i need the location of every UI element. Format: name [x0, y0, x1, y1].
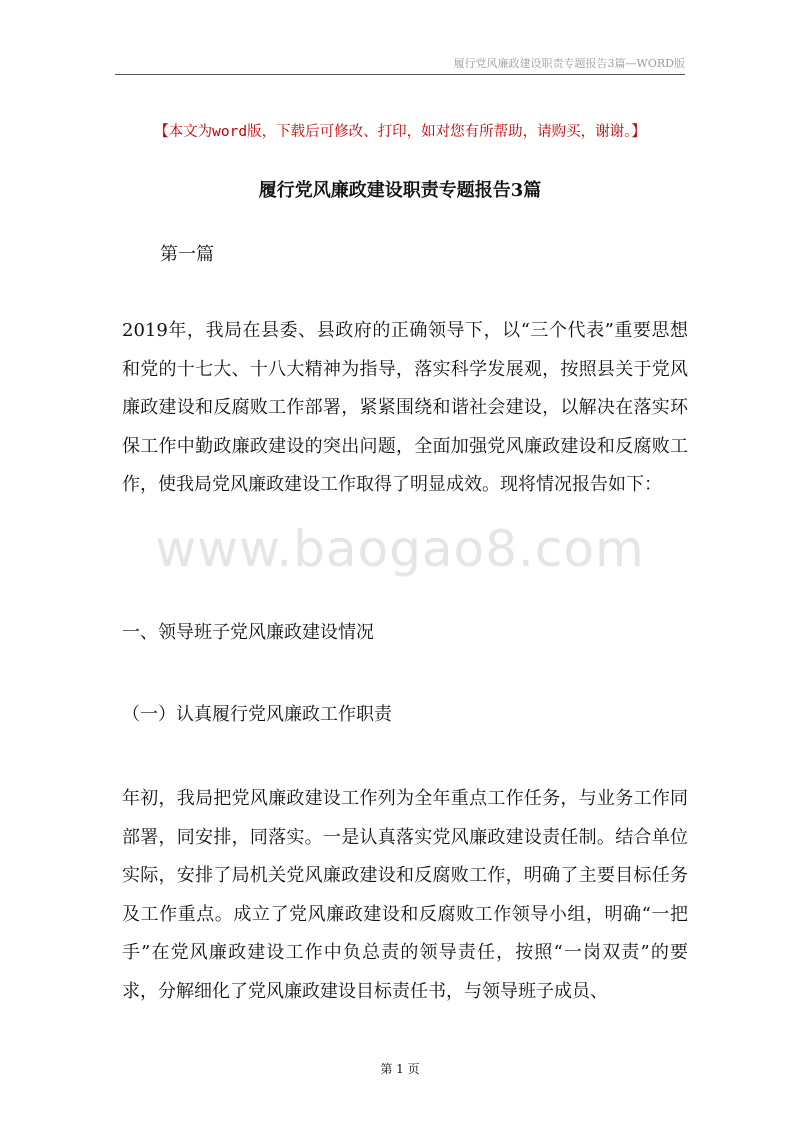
- running-header: 履行党风廉政建设职责专题报告3篇—WORD版: [453, 57, 685, 70]
- subsection-heading: （一）认真履行党风廉政工作职责: [122, 704, 392, 725]
- page-number: 第 1 页: [380, 1062, 420, 1076]
- body-paragraph: 2019年，我局在县委、县政府的正确领导下，以“三个代表”重要思想和党的十七大、十八大精神为指导，落实科学发展观，按照县关于党风廉政建设和反腐败工作部署，紧紧围绕和谐社会建设，以解决在落实环保工作中勤政廉政建设的突出问题，全面加强党风廉政建设和反腐败工作，使我局党风廉政建设工作取得了明显成效。现将情况报告如下：: [122, 320, 688, 495]
- section-heading: 一、领导班子党风廉政建设情况: [122, 622, 374, 643]
- section-label: 第一篇: [160, 244, 214, 265]
- header-divider: [115, 74, 685, 75]
- watermark: www.baogao8.com: [155, 520, 645, 578]
- download-notice: 【本文为word版，下载后可修改、打印，如对您有所帮助，请购买，谢谢。】: [154, 124, 646, 140]
- body-paragraph: 年初，我局把党风廉政建设工作列为全年重点工作任务，与业务工作同部署，同安排，同落实。一是认真落实党风廉政建设责任制。结合单位实际，安排了局机关党风廉政建设和反腐败工作，明确了主要目标任务及工作重点。成立了党风廉政建设和反腐败工作领导小组，明确“一把手”在党风廉政建设工作中负总责的领导责任，按照“一岗双责”的要求，分解细化了党风廉政建设目标责任书，与领导班子成员、: [122, 788, 688, 1002]
- document-title: 履行党风廉政建设职责专题报告3篇: [258, 180, 542, 201]
